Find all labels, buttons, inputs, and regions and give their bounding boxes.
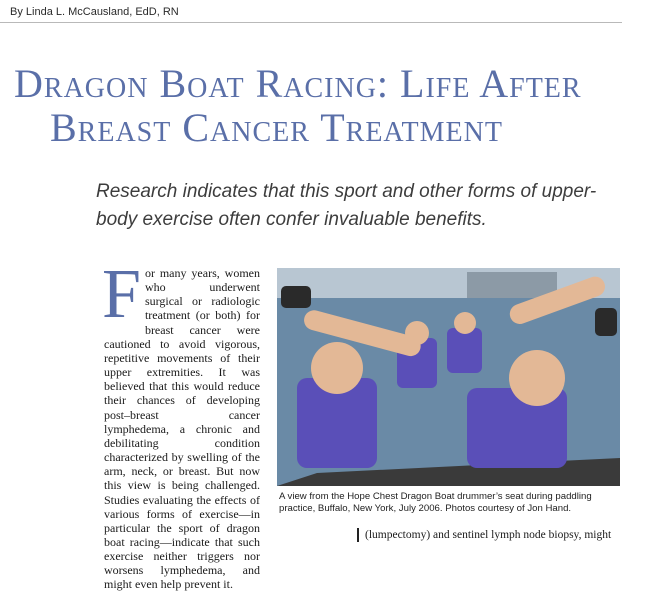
paddler-jersey	[447, 328, 482, 373]
dragon-boat-photo	[277, 268, 620, 486]
article-photo	[277, 268, 620, 486]
title-line-2: Breast Cancer Treatment	[50, 105, 503, 150]
body-column-2: (lumpectomy) and sentinel lymph node biopsy, might	[357, 528, 633, 542]
body-column-1	[102, 256, 260, 592]
paddler-glove	[595, 308, 617, 336]
article-title	[14, 62, 582, 150]
header-rule	[0, 22, 622, 23]
paddler-glove	[281, 286, 311, 308]
paddler-head	[454, 312, 476, 334]
paddler-head	[509, 350, 565, 406]
article-deck: Research indicates that this sport and other forms of upper-body exercise often confer invaluable benefits.	[96, 181, 597, 230]
drop-cap: F	[102, 256, 141, 333]
body-text-1: or many years, women who underwent surgical or radiologic treatment (or both) for breast cancer were cautioned to avoid vigorous, repetitive movements of their upper extremities. It was believed that this would reduce their chances of developing post–breast cancer lymphedema, a chronic and debilitating condition characterized by swelling of the arm, neck, or breast. But now this view is being challenged. Studies evaluating the effects of various forms of exercise—in particular the sport of dragon boat racing—indicate that such exercise neither triggers nor worsens lymphedema, and might even help prevent it.	[104, 266, 260, 592]
title-line-1: Dragon Boat Racing: Life After	[14, 61, 582, 106]
byline: By Linda L. McCausland, EdD, RN	[10, 6, 179, 18]
photo-caption: A view from the Hope Chest Dragon Boat drummer’s seat during paddling practice, Buffalo, New York, July 2006. Photos courtesy of Jon Hand.	[279, 491, 592, 514]
paddler-head	[311, 342, 363, 394]
